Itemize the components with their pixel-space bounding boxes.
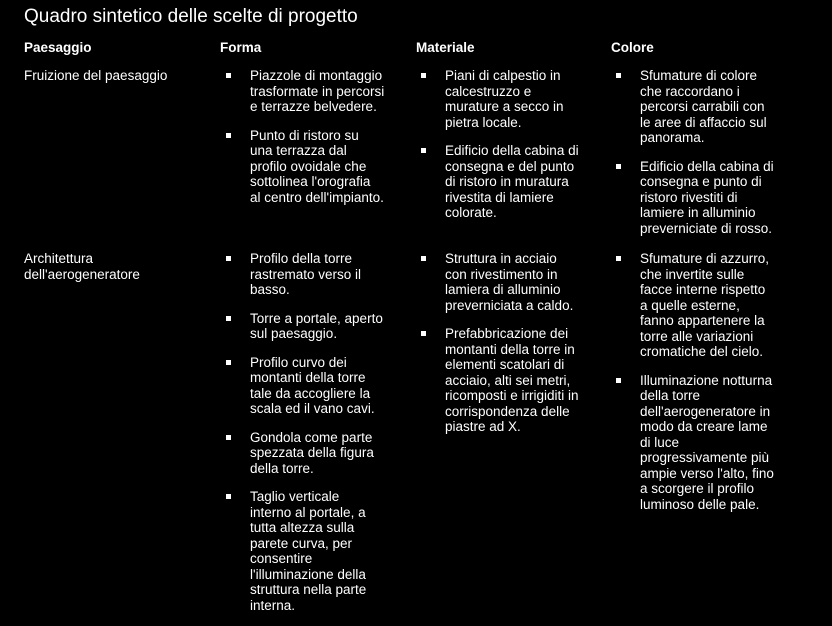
text-line: percorsi carrabili con (640, 99, 765, 114)
text-line: profilo ovoidale che (250, 158, 367, 174)
text-line: Profilo della torre (250, 251, 353, 266)
square-bullet-icon (226, 360, 231, 365)
header-forma: Forma (220, 40, 262, 55)
list-item (616, 159, 806, 237)
text-line: torre alle variazioni (640, 328, 754, 344)
header-materiale: Materiale (416, 40, 475, 55)
square-bullet-icon (421, 256, 426, 261)
text-line: tale da accogliere la (250, 385, 371, 401)
text-line: interno al portale, a (250, 504, 366, 520)
list-item (226, 128, 416, 206)
text-line: Prefabbricazione dei (445, 326, 569, 341)
text-line: panorama. (640, 130, 705, 145)
list-item (421, 143, 611, 221)
header-colore: Colore (611, 40, 654, 55)
text-line: pietra locale. (445, 114, 522, 130)
text-line: facce interne rispetto (640, 282, 766, 297)
square-bullet-icon (421, 331, 426, 336)
cell-colore (616, 251, 806, 525)
text-line: calcestruzzo e (445, 83, 532, 99)
text-line: al centro dell'impianto. (250, 189, 384, 205)
cell-forma (226, 68, 416, 218)
text-line: parete curva, per (250, 535, 353, 551)
list-item (226, 489, 416, 613)
text-line: di ristoro in muratura (445, 174, 569, 189)
text-line: della torre. (250, 460, 314, 476)
text-line: murature a secco in (445, 99, 564, 114)
text-line: scala ed il vano cavi. (250, 401, 375, 416)
text-line: di luce (640, 434, 680, 450)
square-bullet-icon (616, 164, 621, 169)
text-line: elementi scatolari di (445, 357, 565, 372)
header-paesaggio: Paesaggio (24, 40, 92, 55)
text-line: della torre (640, 388, 701, 403)
text-line: Edificio della cabina di (445, 143, 579, 158)
text-line: Taglio verticale (250, 489, 340, 504)
text-line: Punto di ristoro su (250, 127, 359, 143)
text-line: corrispondenza delle (445, 403, 570, 419)
list-item (226, 355, 416, 417)
square-bullet-icon (226, 316, 231, 321)
text-line: luminoso delle pale. (640, 496, 760, 512)
text-line: rastremato verso il (250, 266, 362, 282)
list-item (421, 326, 611, 435)
text-line: una terrazza dal (250, 143, 347, 158)
text-line: dell'aerogeneratore in (640, 403, 771, 419)
text-line: lamiere in alluminio (640, 205, 756, 220)
row-label (24, 251, 140, 282)
square-bullet-icon (226, 256, 231, 261)
text-line: cromatiche del cielo. (640, 344, 764, 359)
text-line: Fruizione del paesaggio (24, 68, 168, 83)
text-line: Profilo curvo dei (250, 354, 347, 370)
page-title: Quadro sintetico delle scelte di progetto (24, 6, 358, 27)
text-line: consegna e punto di (640, 174, 762, 189)
text-line: interna. (250, 597, 296, 613)
square-bullet-icon (616, 73, 621, 78)
text-line: a scorgere il profilo (640, 481, 755, 496)
text-line: montanti della torre in (445, 341, 575, 357)
text-line: sottolinea l'orografia (250, 174, 371, 189)
row-label (24, 68, 167, 84)
text-line: modo da creare lame (640, 419, 768, 434)
text-line: e terrazze belvedere. (250, 99, 377, 114)
text-line: dell'aerogeneratore (24, 266, 140, 282)
text-line: Piani di calpestio in (445, 68, 561, 83)
text-line: con rivestimento in (445, 266, 558, 282)
text-line: consegna e del punto (445, 158, 575, 174)
text-line: Illuminazione notturna (640, 372, 773, 388)
text-line: rivestita di lamiere (445, 189, 554, 205)
list-item (226, 430, 416, 477)
square-bullet-icon (226, 435, 231, 440)
text-line: Gondola come parte (250, 429, 373, 445)
text-line: Torre a portale, aperto (250, 310, 383, 326)
text-line: piastre ad X. (445, 419, 521, 434)
text-line: Piazzole di montaggio (250, 68, 383, 83)
list-item (616, 68, 806, 146)
text-line: Sfumature di azzurro, (640, 251, 770, 266)
list-item (421, 251, 611, 313)
cell-forma (226, 251, 416, 626)
cell-materiale (421, 251, 611, 448)
text-line: montanti della torre (250, 370, 366, 385)
text-line: l'illuminazione della (250, 566, 366, 582)
text-line: struttura nella parte (250, 582, 367, 597)
text-line: Architettura (24, 251, 94, 266)
text-line: preverniciate di rosso. (640, 220, 773, 236)
text-line: Sfumature di colore (640, 68, 758, 83)
cell-materiale (421, 68, 611, 234)
text-line: che invertite sulle (640, 266, 745, 282)
text-line: le aree di affaccio sul (640, 114, 767, 130)
text-line: basso. (250, 282, 290, 297)
square-bullet-icon (616, 256, 621, 261)
list-item (226, 68, 416, 115)
text-line: tutta altezza sulla (250, 520, 355, 535)
text-line: sul paesaggio. (250, 326, 338, 341)
text-line: ricomposti e irrigiditi in (445, 388, 579, 403)
text-line: a quelle esterne, (640, 297, 740, 313)
square-bullet-icon (421, 148, 426, 153)
list-item (226, 311, 416, 342)
text-line: che raccordano i (640, 83, 740, 99)
text-line: colorate. (445, 205, 497, 220)
square-bullet-icon (226, 73, 231, 78)
square-bullet-icon (421, 73, 426, 78)
list-item (421, 68, 611, 130)
text-line: Struttura in acciaio (445, 251, 557, 266)
text-line: Edificio della cabina di (640, 158, 774, 174)
cell-colore (616, 68, 806, 249)
text-line: lamiera di alluminio (445, 282, 561, 297)
square-bullet-icon (226, 494, 231, 499)
text-line: fanno appartenere la (640, 313, 765, 328)
text-line: acciaio, alti sei metri, (445, 372, 571, 388)
square-bullet-icon (616, 378, 621, 383)
square-bullet-icon (226, 133, 231, 138)
text-line: ristoro rivestiti di (640, 189, 738, 205)
text-line: ampie verso l'alto, fino (640, 465, 774, 481)
text-line: preverniciata a caldo. (445, 297, 574, 313)
list-item (616, 251, 806, 360)
list-item (616, 373, 806, 513)
text-line: trasformate in percorsi (250, 83, 385, 99)
text-line: consentire (250, 551, 313, 566)
text-line: spezzata della figura (250, 445, 374, 460)
text-line: progressivamente più (640, 450, 770, 465)
list-item (226, 251, 416, 298)
